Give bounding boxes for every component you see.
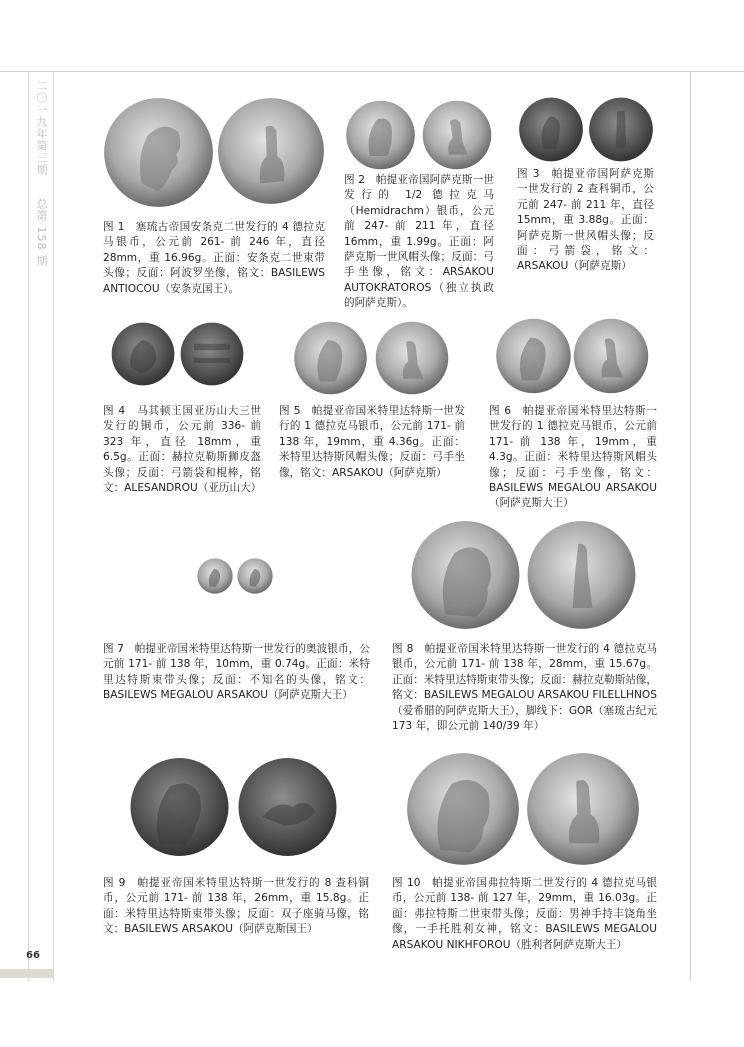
fig2-caption: 图 2 帕提亚帝国阿萨克斯一世发行的 1/2 德拉克马（Hemidrachm）银币，公元前 247- 前 211 年，直径 16mm，重 1.99g。正面：阿萨克斯一世风帽头像；反面：弓手坐像，铭文：ARSAKOU AUTOKRATOROS（独立执政的阿萨克斯）。 — [344, 174, 494, 310]
fig2-obverse-coin — [344, 100, 417, 170]
page-number: 66 — [26, 950, 40, 961]
fig7-reverse-coin — [236, 558, 274, 594]
fig5-caption: 图 5 帕提亚帝国米特里达特斯一世发行的 1 德拉克马银币，公元前 171- 前 138 年，19mm，重 4.36g。正面：米特里达特斯风帽头像；反面：弓手坐像，铭文：ARSAKOU（阿萨克斯） — [279, 405, 465, 479]
fig5-obverse-coin — [291, 321, 370, 395]
fig10-caption: 图 10 帕提亚帝国弗拉特斯二世发行的 4 德拉克马银币，公元前 138- 前 127 年，29mm，重 16.03g。正面：弗拉特斯二世束带头像；反面：男神手持丰饶角坐像，一手托胜利女神，铭文：BASILEWS MEGALOU ARSAKOU NIKHFOROU（胜利者阿萨克斯大王） — [392, 877, 657, 951]
fig10-obverse-coin — [403, 752, 523, 866]
fig10-reverse-coin — [524, 752, 642, 866]
fig7-obverse-coin — [196, 558, 234, 594]
fig3-reverse-coin — [588, 97, 654, 162]
fig1-caption: 图 1 塞琉古帝国安条克二世发行的 4 德拉克马银币，公元前 261- 前 246 年，直径 28mm，重 16.96g。正面：安条克二世束带头像；反面：阿波罗坐像，铭文：BASILEWS ANTIOCOU（安条克国王）。 — [103, 221, 325, 295]
fig4-obverse-coin — [110, 322, 176, 386]
fig1-reverse-coin — [217, 97, 325, 205]
right-margin-rule — [690, 71, 691, 981]
fig4-reverse-coin — [180, 322, 244, 386]
fig9-caption: 图 9 帕提亚帝国米特里达特斯一世发行的 8 查科铜币，公元前 171- 前 138 年，26mm，重 15.8g。正面：米特里达特斯束带头像；反面：双子座骑马像，铭文：BASILEWS ARSAKOU（阿萨克斯国王） — [103, 877, 369, 936]
fig6-obverse-coin — [494, 318, 573, 394]
fig9-obverse-coin — [126, 757, 233, 857]
issue-label: 二〇一九年第三期 — [35, 80, 48, 176]
footer-bar — [0, 969, 54, 978]
fig5-reverse-coin — [373, 321, 451, 395]
fig8-reverse-coin — [525, 520, 638, 630]
fig1-obverse-coin — [103, 97, 214, 208]
fig7-caption: 图 7 帕提亚帝国米特里达特斯一世发行的奥波银币，公元前 171- 前 138 年，10mm，重 0.74g。正面：米特里达特斯束带头像；反面：不知名的头像，铭文：BASILEWS MEGALOU ARSAKOU（阿萨克斯大王） — [103, 643, 370, 702]
total-issue-label: 总第 158 期 — [35, 198, 48, 267]
fig6-reverse-coin — [572, 318, 650, 394]
fig3-obverse-coin — [517, 97, 585, 162]
fig9-reverse-coin — [234, 757, 341, 857]
fig3-caption: 图 3 帕提亚帝国阿萨克斯一世发行的 2 查科铜币，公元前 247- 前 211 年，直径 15mm，重 3.88g。正面：阿萨克斯一世风帽头像；反面：弓箭袋，铭文：ARSAKOU（阿萨克斯） — [517, 168, 654, 273]
header-rule — [0, 71, 744, 72]
fig8-caption: 图 8 帕提亚帝国米特里达特斯一世发行的 4 德拉克马银币，公元前 171- 前 138 年，28mm，重 15.67g。正面：米特里达特斯束带头像；反面：赫拉克勒斯站像，铭文：BASILEWS MEGALOU ARSAKOU FILELLHNOS（爱希腊的阿萨克斯大王），脚线下：GOR（塞琉古纪元 173 年，即公元前 140/39 年） — [392, 643, 657, 733]
fig6-caption: 图 6 帕提亚帝国米特里达特斯一世发行的 1 德拉克马银币，公元前 171- 前 138 年，19mm，重 4.3g。正面：米特里达特斯风帽头像；反面：弓手坐像，铭文：BASILEWS MEGALOU ARSAKOU（阿萨克斯大王） — [489, 405, 657, 510]
fig8-obverse-coin — [408, 520, 523, 630]
fig4-caption: 图 4 马其顿王国亚历山大三世发行的铜币，公元前 336- 前 323 年，直径 18mm，重 6.5g。正面：赫拉克勒斯狮皮盔头像；反面：弓箭袋和棍棒，铭文：ALESANDROU（亚历山大） — [103, 405, 262, 495]
fig2-reverse-coin — [421, 100, 493, 170]
